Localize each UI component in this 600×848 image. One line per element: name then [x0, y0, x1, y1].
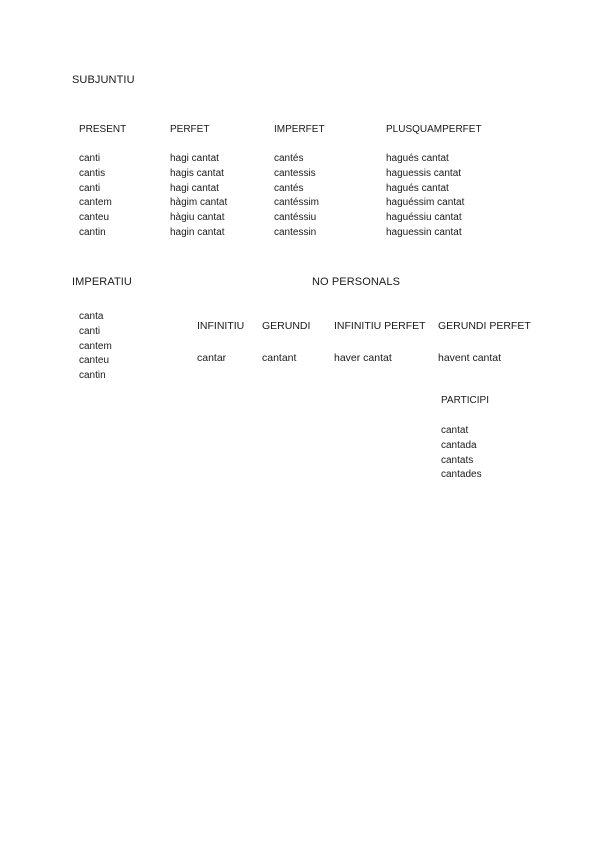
imperatiu-form: cantem: [79, 340, 112, 352]
present-forms: [79, 152, 112, 241]
present-form: cantem: [79, 197, 112, 209]
infinitiu-perfet-header: INFINITIU PERFET: [334, 320, 426, 332]
imperatiu-title: IMPERATIU: [72, 276, 132, 288]
gerundi-header: GERUNDI: [262, 320, 311, 332]
participi-form: cantada: [441, 439, 477, 451]
imperatiu-form: canta: [79, 311, 104, 322]
perfet-form: hàgim cantat: [170, 197, 228, 209]
imperfet-form: cantéssim: [274, 197, 320, 209]
infinitiu-perfet-value: haver cantat: [334, 352, 392, 364]
imperfet-form: cantés: [274, 182, 304, 194]
plusquamperfet-forms: [386, 152, 464, 241]
imperfet-form: cantessin: [274, 226, 317, 238]
present-header: PRESENT: [79, 124, 127, 135]
imperfet-forms: [274, 152, 319, 241]
subjuntiu-title: SUBJUNTIU: [72, 74, 135, 86]
participi-form: cantat: [441, 425, 469, 436]
participi-form: cantats: [441, 454, 474, 466]
plusquamperfet-header: PLUSQUAMPERFET: [386, 124, 482, 135]
plusquamperfet-form: hagués cantat: [386, 153, 449, 164]
participi-form: cantades: [441, 469, 482, 481]
perfet-forms: [170, 152, 227, 241]
imperatiu-form: canteu: [79, 355, 110, 367]
perfet-header: PERFET: [170, 124, 210, 135]
present-form: canti: [79, 153, 101, 164]
imperfet-form: cantessis: [274, 167, 316, 179]
gerundi-perfet-header: GERUNDI PERFET: [438, 320, 531, 332]
plusquamperfet-form: haguessis cantat: [386, 167, 462, 179]
participi-forms: [441, 424, 482, 483]
no-personals-title: NO PERSONALS: [312, 276, 401, 288]
gerundi-value: cantant: [262, 352, 297, 364]
imperatiu-form: cantin: [79, 370, 106, 382]
present-form: cantin: [79, 226, 106, 238]
imperatiu-forms: [79, 310, 112, 384]
perfet-form: hagi cantat: [170, 153, 219, 164]
infinitiu-value: cantar: [197, 352, 227, 364]
imperfet-form: cantés: [274, 153, 304, 164]
plusquamperfet-form: haguessin cantat: [386, 226, 462, 238]
perfet-form: hagin cantat: [170, 226, 225, 238]
plusquamperfet-form: hagués cantat: [386, 182, 449, 194]
plusquamperfet-form: haguéssiu cantat: [386, 212, 462, 224]
imperatiu-form: canti: [79, 325, 101, 337]
plusquamperfet-form: haguéssim cantat: [386, 197, 465, 209]
perfet-form: hagis cantat: [170, 167, 224, 179]
present-form: canti: [79, 182, 101, 194]
imperfet-header: IMPERFET: [274, 124, 325, 135]
present-form: cantis: [79, 167, 106, 179]
present-form: canteu: [79, 212, 110, 224]
participi-header: PARTICIPI: [441, 395, 489, 406]
gerundi-perfet-value: havent cantat: [438, 352, 502, 364]
perfet-form: hagi cantat: [170, 182, 219, 194]
infinitiu-header: INFINITIU: [197, 320, 245, 332]
perfet-form: hàgiu cantat: [170, 212, 225, 224]
imperfet-form: cantéssiu: [274, 212, 317, 224]
